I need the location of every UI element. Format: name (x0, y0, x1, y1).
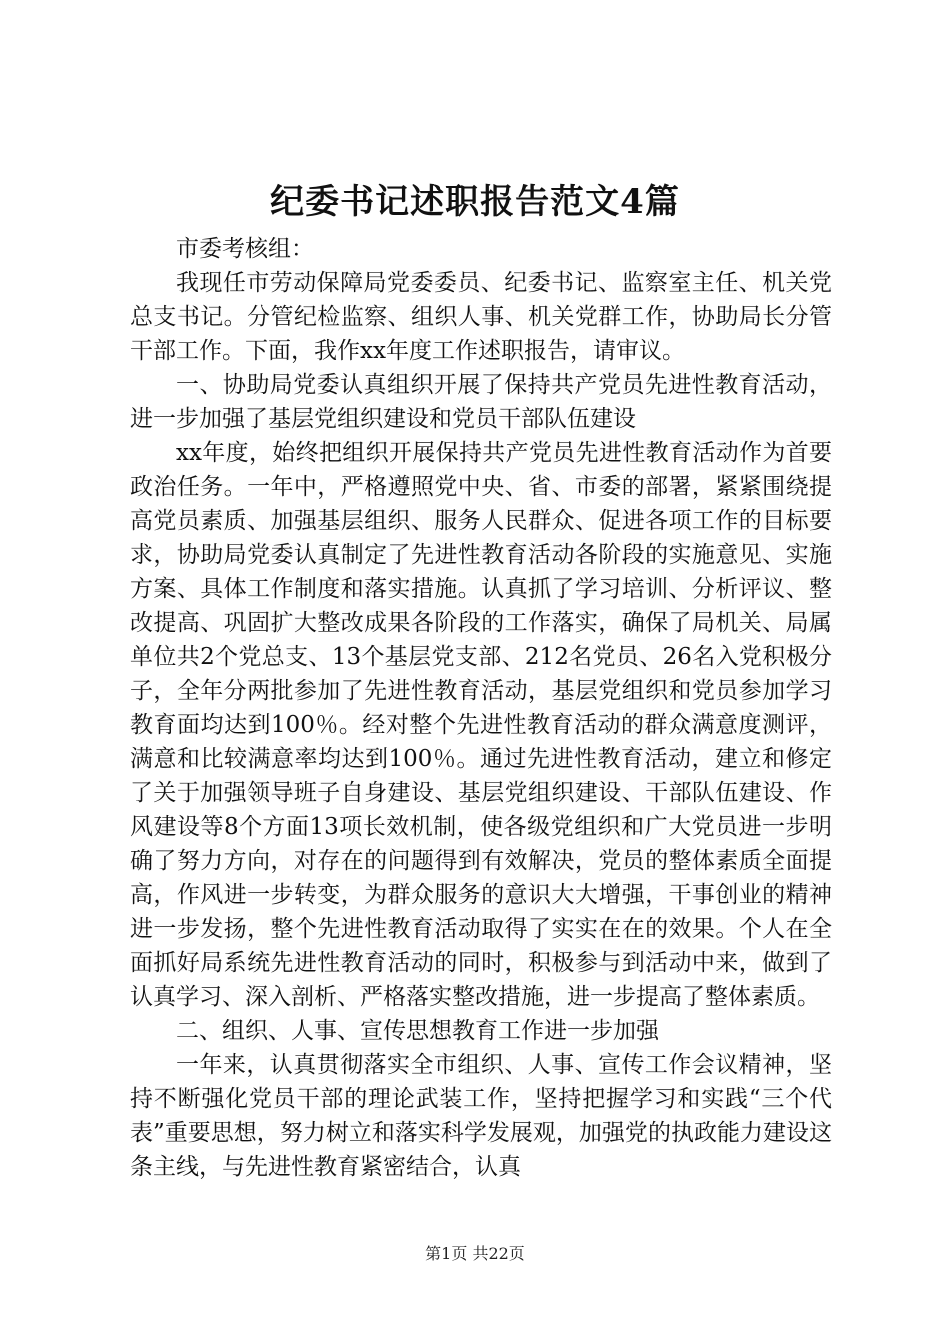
intro-paragraph: 我现任市劳动保障局党委委员、纪委书记、监察室主任、机关党总支书记。分管纪检监察、组织人事、机关党群工作，协助局长分管干部工作。下面，我作xx年度工作述职报告，请审议。 (130, 270, 832, 364)
section-heading-2: 二、组织、人事、宣传思想教育工作进一步加强 (176, 1018, 659, 1044)
document-title: 纪委书记述职报告范文4篇 (270, 182, 680, 222)
page-footer: 第1页 共22页 (425, 1244, 525, 1263)
salutation-paragraph: 市委考核组： (176, 236, 314, 262)
body-paragraph: xx年度，始终把组织开展保持共产党员先进性教育活动作为首要政治任务。一年中，严格遵照党中央、省、市委的部署，紧紧围绕提高党员素质、加强基层组织、服务人民群众、促进各项工作的目标要求，协助局党委认真制定了先进性教育活动各阶段的实施意见、实施方案、具体工作制度和落实措施。认真抓了学习培训、分析评议、整改提高、巩固扩大整改成果各阶段的工作落实，确保了局机关、局属单位共2个党总支、13个基层党支部、212名党员、26名入党积极分子，全年分两批参加了先进性教育活动，基层党组织和党员参加学习教育面均达到100％。经对整个先进性教育活动的群众满意度测评，满意和比较满意率均达到100％。通过先进性教育活动，建立和修定了关于加强领导班子自身建设、基层党组织建设、干部队伍建设、作风建设等8个方面13项长效机制，使各级党组织和广大党员进一步明确了努力方向，对存在的问题得到有效解决，党员的整体素质全面提高，作风进一步转变，为群众服务的意识大大增强，干事创业的精神进一步发扬，整个先进性教育活动取得了实实在在的效果。个人在全面抓好局系统先进性教育活动的同时，积极参与到活动中来，做到了认真学习、深入剖析、严格落实整改措施，进一步提高了整体素质。 (130, 440, 832, 1010)
section-heading-1: 一、协助局党委认真组织开展了保持共产党员先进性教育活动，进一步加强了基层党组织建设和党员干部队伍建设 (130, 372, 832, 432)
body-paragraph: 一年来，认真贯彻落实全市组织、人事、宣传工作会议精神，坚持不断强化党员干部的理论武装工作，坚持把握学习和实践“三个代表”重要思想，努力树立和落实科学发展观，加强党的执政能力建设这条主线，与先进性教育紧密结合，认真 (130, 1052, 832, 1180)
document-body (130, 232, 832, 1184)
